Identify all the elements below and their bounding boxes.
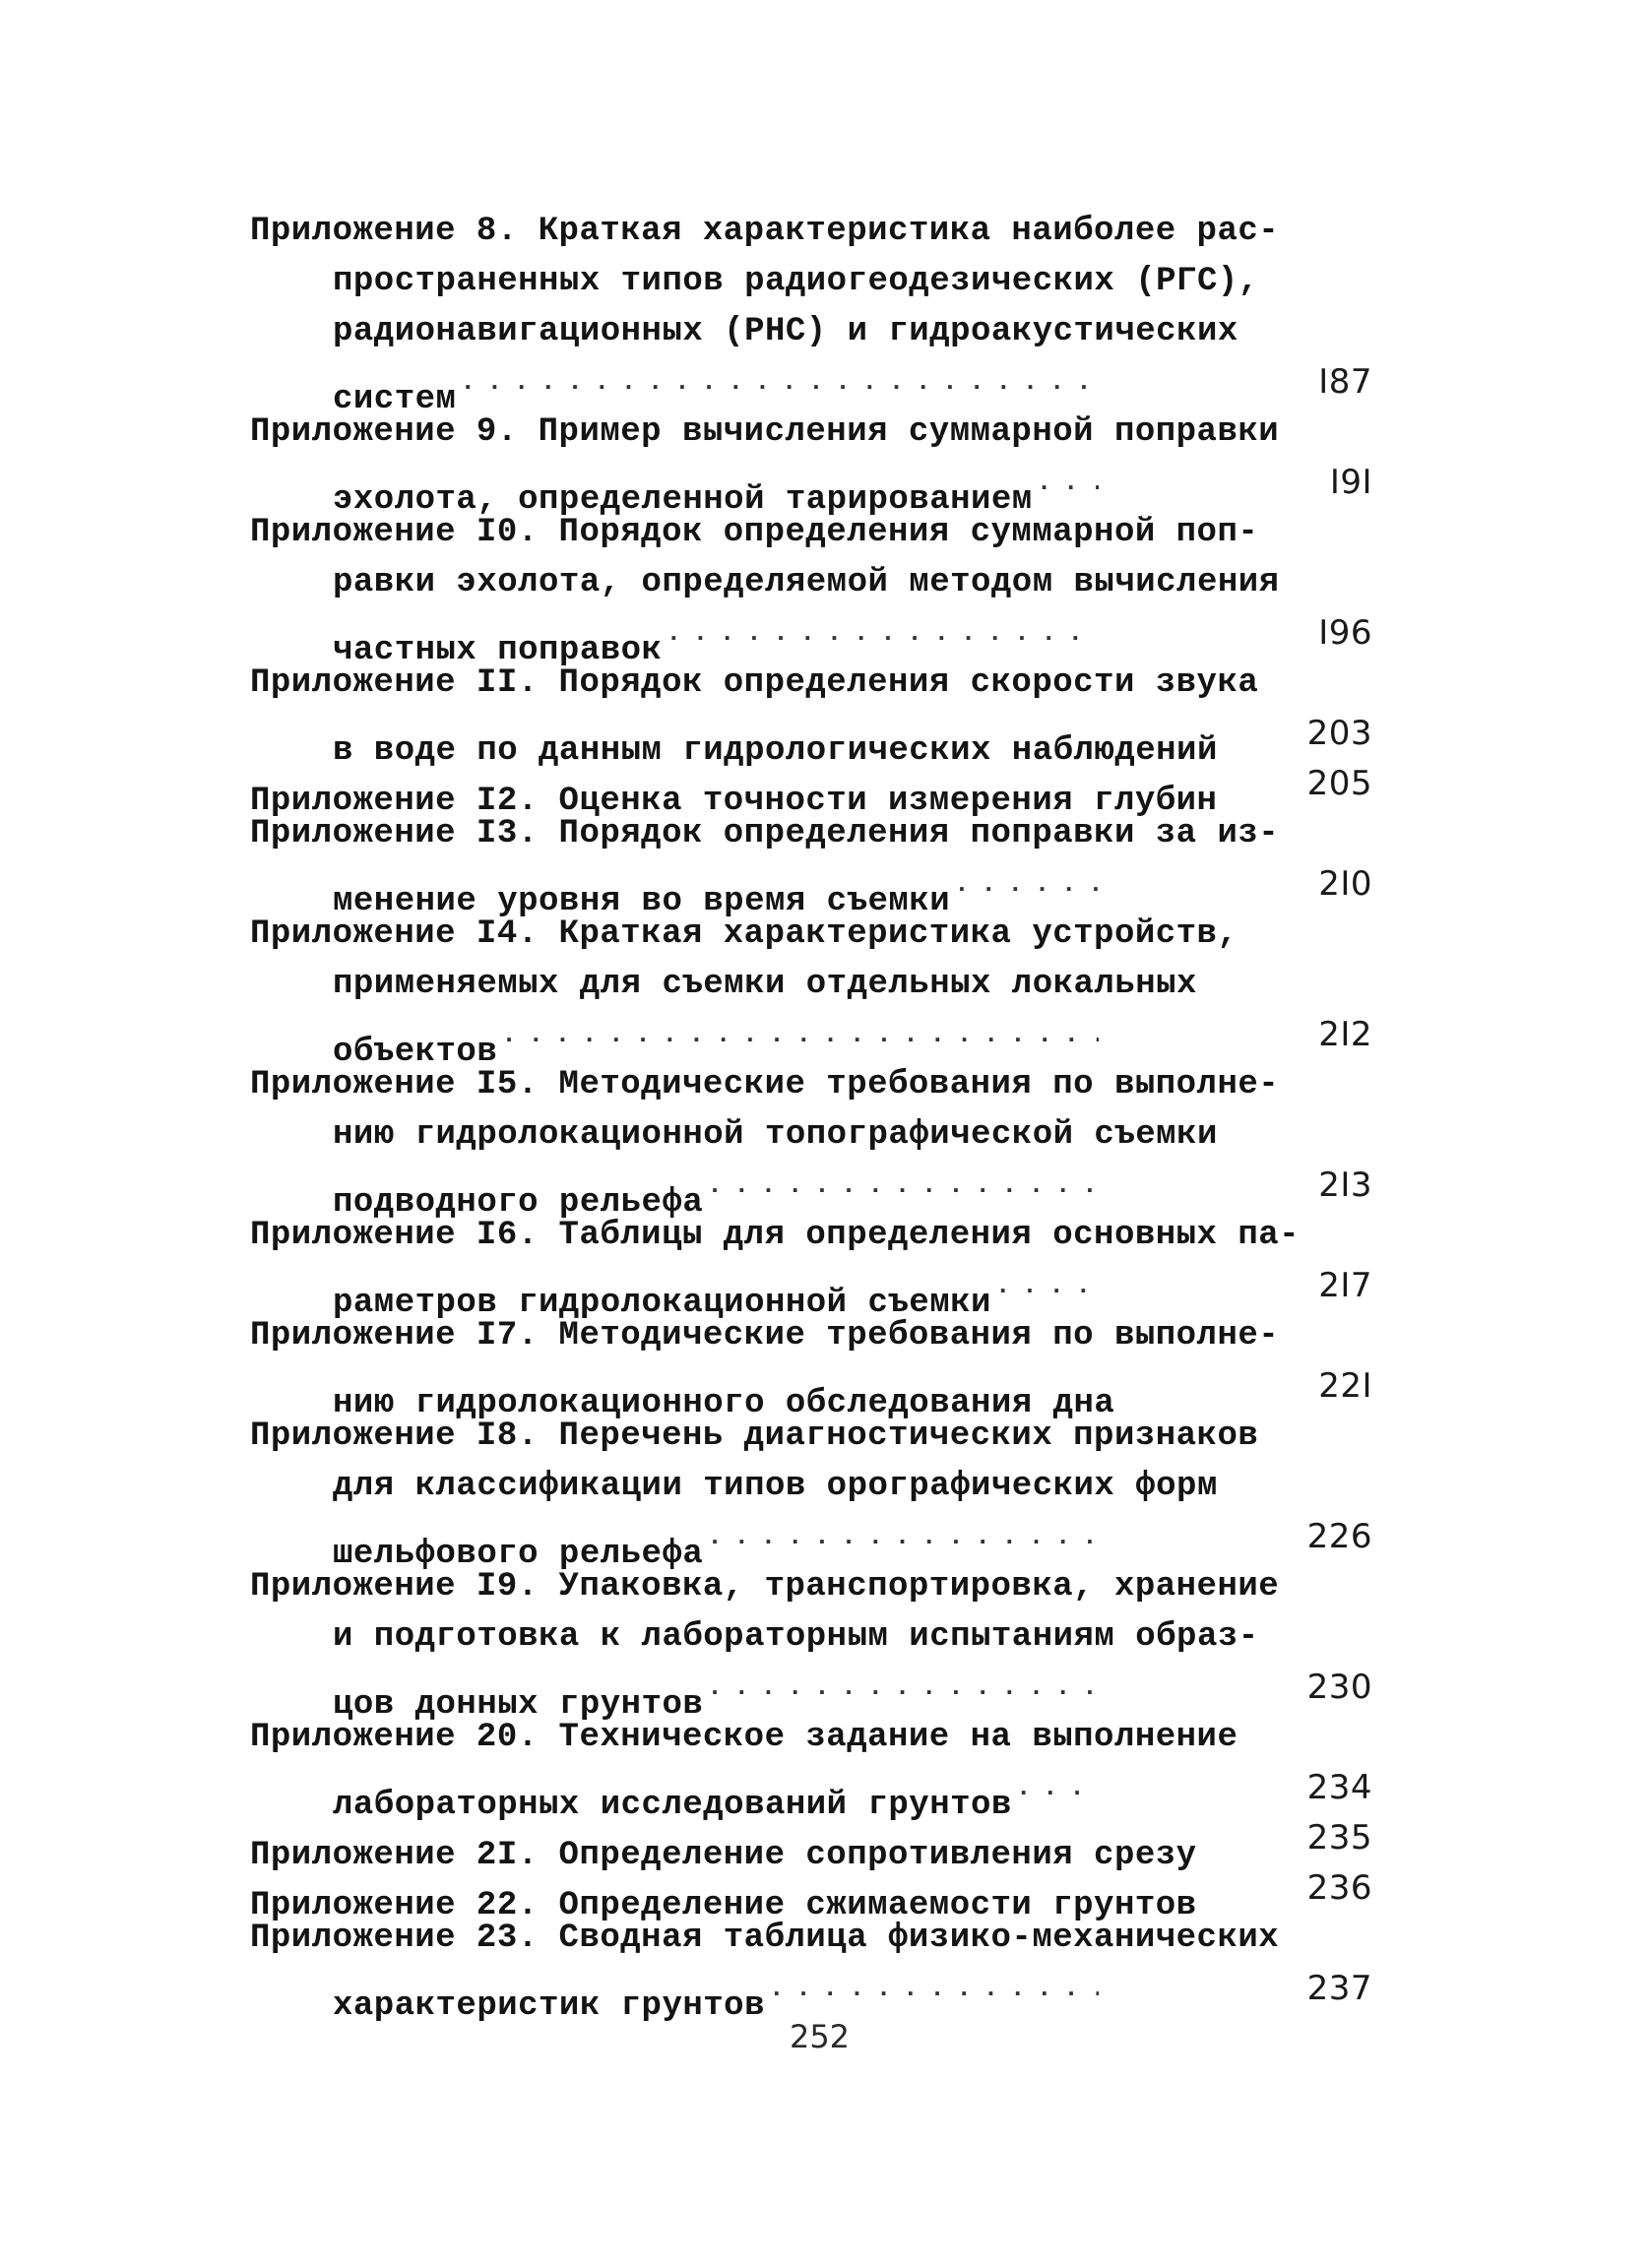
dot-leader — [666, 608, 1099, 659]
footer-page-number: 252 — [789, 2018, 851, 2055]
toc-entry-line: Приложение I4. Краткая характеристика устройств, — [250, 915, 1238, 953]
toc-entry-line: Приложение 8. Краткая характеристика наиболее рас- — [250, 213, 1280, 250]
toc-entry-last-line — [250, 608, 1412, 669]
toc-entry-last-line — [250, 1161, 1412, 1222]
toc-entry-line: радионавигационных (РНС) и гидроакустических — [333, 313, 1238, 350]
toc-entry-line: Приложение 9. Пример вычисления суммарной поправки — [250, 413, 1280, 451]
toc-page-number: 205 — [1306, 764, 1372, 803]
toc-entry-last-line — [250, 1261, 1412, 1322]
toc-entry-line: Приложение I3. Порядок определения поправки за из- — [250, 815, 1280, 852]
toc-page-number: 237 — [1306, 1969, 1372, 2008]
toc-page-number: 234 — [1306, 1768, 1372, 1807]
toc-entry-last-line — [250, 1361, 1412, 1422]
toc-page-number: 22I — [1318, 1366, 1372, 1406]
toc-page-number: 203 — [1306, 714, 1372, 753]
toc-entry-line: Приложение I6. Таблицы для определения основных па- — [250, 1217, 1301, 1254]
toc-entry-last-line — [250, 759, 1412, 820]
toc-entry-line: Приложение 20. Техническое задание на выполнение — [250, 1719, 1238, 1756]
toc-page-number: 226 — [1306, 1517, 1372, 1556]
toc-entry-line: Приложение I9. Упаковка, транспортировка, хранение — [250, 1568, 1280, 1606]
dot-leader — [460, 357, 1099, 408]
toc-page-number: 2I0 — [1318, 864, 1372, 904]
toc-entry-line: Приложение 23. Сводная таблица физико-механических — [250, 1920, 1280, 1957]
toc-entry — [250, 1562, 1412, 1724]
toc-entry-last-line — [250, 458, 1412, 519]
toc-page-number: 2I7 — [1318, 1266, 1372, 1305]
dot-leader — [1037, 458, 1099, 508]
dot-leader — [707, 1512, 1099, 1562]
toc-entry-line: в воде по данным гидрологических наблюдений — [333, 732, 1218, 770]
toc-page-number: 2I3 — [1318, 1166, 1372, 1205]
toc-entry-line: подводного рельефа — [333, 1184, 704, 1222]
toc-entry — [250, 759, 1412, 820]
dot-leader — [954, 859, 1099, 910]
toc-entry — [250, 809, 1412, 920]
toc-entry — [250, 508, 1412, 669]
toc-entry-last-line — [250, 1663, 1412, 1724]
toc-entry — [250, 1813, 1412, 1874]
toc-entry — [250, 910, 1412, 1071]
toc-entry-line: характеристик грунтов — [333, 1987, 765, 2025]
toc-entry-last-line — [250, 1813, 1412, 1874]
dot-leader — [995, 1261, 1099, 1311]
dot-leader — [1016, 1763, 1099, 1813]
toc-entry-line: шельфового рельефа — [333, 1536, 704, 1573]
toc-entry-line: Приложение I8. Перечень диагностических признаков — [250, 1418, 1259, 1455]
toc-entry-line: эхолота, определенной тарированием — [333, 481, 1033, 519]
toc-entry-line: Приложение I7. Методические требования по выполне- — [250, 1317, 1280, 1354]
toc-entry — [250, 1060, 1412, 1222]
toc-page-number: I9I — [1329, 463, 1372, 502]
toc-entry-line: применяемых для съемки отдельных локальных — [333, 966, 1197, 1003]
toc-entry-line: Приложение 22. Определение сжимаемости грунтов — [250, 1887, 1197, 1924]
toc-entry — [250, 659, 1412, 770]
toc-entry-line: Приложение I0. Порядок определения суммарной поп- — [250, 514, 1259, 551]
toc-entry-line: Приложение I5. Методические требования по выполне- — [250, 1066, 1280, 1103]
toc-entry-line: Приложение I2. Оценка точности измерения глубин — [250, 783, 1218, 820]
toc-entry-line: систем — [333, 381, 457, 418]
toc-entry — [250, 408, 1412, 519]
toc-entry-line: пространенных типов радиогеодезических (РГС), — [333, 263, 1259, 300]
dot-leader — [769, 1964, 1099, 2014]
toc-entry-line: частных поправок — [333, 632, 663, 669]
dot-leader — [707, 1663, 1099, 1713]
toc-entry — [250, 207, 1412, 418]
toc-page-number: I96 — [1318, 613, 1372, 653]
toc-entry — [250, 1713, 1412, 1824]
toc-entry — [250, 1914, 1412, 2025]
toc-entry-line: цов донных грунтов — [333, 1686, 704, 1724]
toc-entry-last-line — [250, 1512, 1412, 1573]
table-of-contents — [250, 207, 1412, 2025]
toc-entry-last-line — [250, 859, 1412, 920]
toc-entry-line: лабораторных исследований грунтов — [333, 1787, 1012, 1824]
toc-entry — [250, 1311, 1412, 1422]
toc-page-number: 2I2 — [1318, 1015, 1372, 1054]
toc-entry-last-line — [250, 1964, 1412, 2025]
page-number-footer — [0, 2018, 1651, 2055]
toc-entry-line: Приложение II. Порядок определения скорости звука — [250, 664, 1259, 702]
toc-entry-last-line — [250, 709, 1412, 770]
toc-entry-line: для классификации типов орографических форм — [333, 1468, 1218, 1505]
toc-entry-last-line — [250, 1763, 1412, 1824]
toc-entry-line: и подготовка к лабораторным испытаниям образ- — [333, 1618, 1259, 1656]
toc-page-number: 230 — [1306, 1668, 1372, 1707]
toc-page-number: 236 — [1306, 1868, 1372, 1908]
toc-page-number: 235 — [1306, 1818, 1372, 1858]
toc-entry — [250, 1863, 1412, 1924]
toc-entry-line: равки эхолота, определяемой методом вычисления — [333, 564, 1280, 601]
toc-entry-last-line — [250, 1863, 1412, 1924]
toc-entry-line: раметров гидролокационной съемки — [333, 1285, 991, 1322]
toc-entry-last-line — [250, 357, 1412, 418]
toc-entry-last-line — [250, 1010, 1412, 1071]
toc-entry — [250, 1211, 1412, 1322]
toc-entry-line: нию гидролокационной топографической съемки — [333, 1116, 1218, 1154]
toc-entry-line: Приложение 2I. Определение сопротивления срезу — [250, 1837, 1197, 1874]
toc-entry-line: объектов — [333, 1034, 498, 1071]
toc-entry-line: нию гидролокационного обследования дна — [333, 1385, 1115, 1422]
toc-page-number: I87 — [1318, 362, 1372, 402]
toc-entry — [250, 1412, 1412, 1573]
dot-leader — [707, 1161, 1099, 1211]
toc-entry-line: менение уровня во время съемки — [333, 883, 951, 920]
dot-leader — [501, 1010, 1099, 1060]
